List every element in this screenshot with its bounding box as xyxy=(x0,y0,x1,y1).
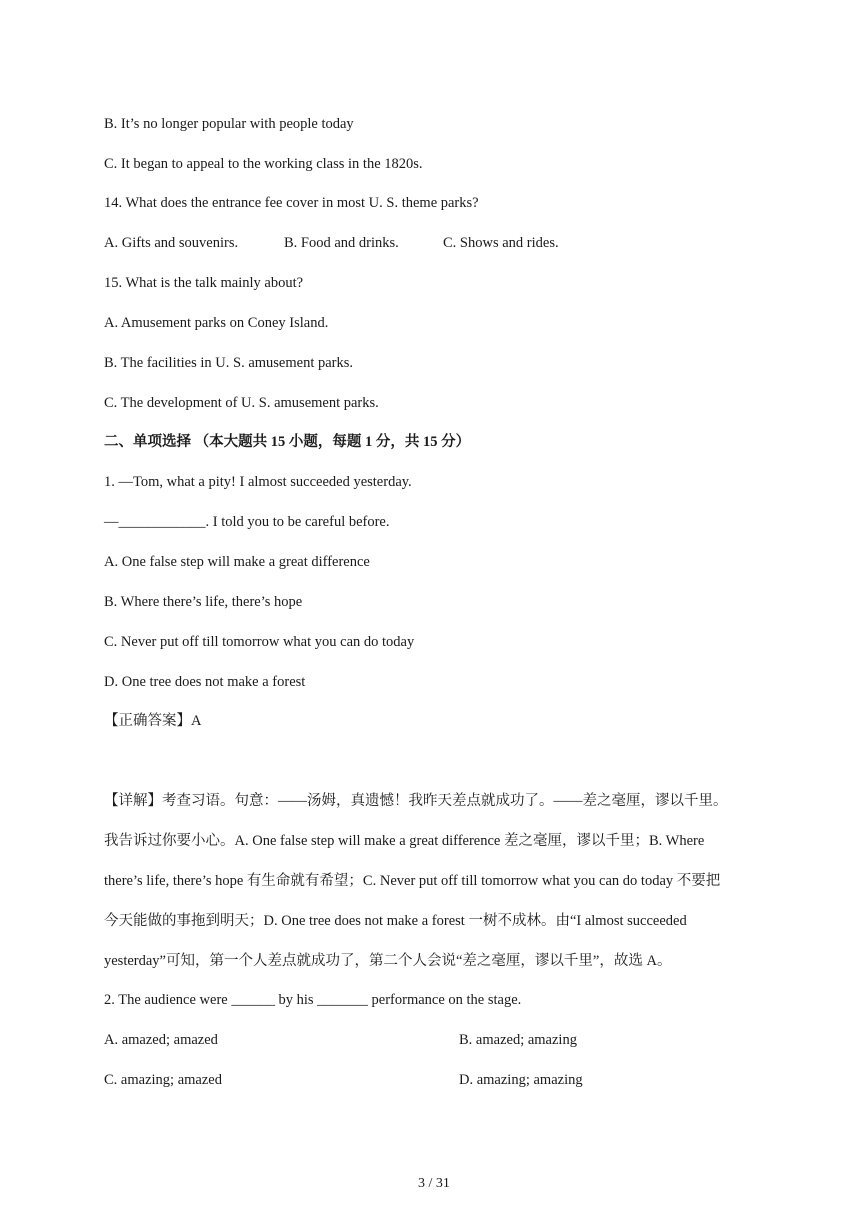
q14-option-a: A. Gifts and souvenirs. xyxy=(104,235,239,251)
s2-option-b: B. amazed; amazing xyxy=(459,1032,577,1048)
s1-correct-answer: 【正确答案】A xyxy=(104,713,202,729)
s2-option-c: C. amazing; amazed xyxy=(104,1072,222,1088)
s1-option-a: A. One false step will make a great difference xyxy=(104,554,370,570)
section-heading: 二、单项选择 （本大题共 15 小题，每题 1 分，共 15 分） xyxy=(104,434,471,450)
q15-option-b: B. The facilities in U. S. amusement parks. xyxy=(104,355,354,371)
s1-explanation-line: there’s life, there’s hope 有生命就有希望；C. Never put off till tomorrow what you can do today 不要把 xyxy=(104,873,721,889)
s1-option-c: C. Never put off till tomorrow what you can do today xyxy=(104,634,415,650)
s1-option-b: B. Where there’s life, there’s hope xyxy=(104,594,303,610)
q14-question: 14. What does the entrance fee cover in most U. S. theme parks? xyxy=(104,195,479,211)
s1-explanation-line: 今天能做的事拖到明天；D. One tree does not make a forest 一树不成林。由“I almost succeeded xyxy=(104,913,687,929)
s1-explanation xyxy=(104,781,766,981)
s1-explanation-line: 【详解】考查习语。句意：——汤姆，真遗憾！我昨天差点就成功了。——差之毫厘，谬以千里。 xyxy=(104,793,728,809)
s1-explanation-line: 我告诉过你要小心。A. One false step will make a great difference 差之毫厘，谬以千里；B. Where xyxy=(104,833,705,849)
q15-question: 15. What is the talk mainly about? xyxy=(104,275,304,291)
q15-option-a: A. Amusement parks on Coney Island. xyxy=(104,315,329,331)
s1-response-blank: —____________. I told you to be careful before. xyxy=(104,514,390,530)
q13-option-c: C. It began to appeal to the working class in the 1820s. xyxy=(104,156,423,172)
s2-option-a: A. amazed; amazed xyxy=(104,1032,218,1048)
s1-explanation-line: yesterday”可知，第一个人差点就成功了，第二个人会说“差之毫厘，谬以千里”，故选 A。 xyxy=(104,953,672,969)
q14-option-c: C. Shows and rides. xyxy=(443,235,559,251)
s1-option-d: D. One tree does not make a forest xyxy=(104,674,306,690)
s2-option-d: D. amazing; amazing xyxy=(459,1072,583,1088)
q15-option-c: C. The development of U. S. amusement parks. xyxy=(104,395,379,411)
page-number: 3 / 31 xyxy=(418,1176,450,1191)
s1-question: 1. —Tom, what a pity! I almost succeeded yesterday. xyxy=(104,474,412,490)
q13-option-b: B. It’s no longer popular with people today xyxy=(104,116,354,132)
s2-question: 2. The audience were ______ by his _______ performance on the stage. xyxy=(104,992,522,1008)
q14-option-b: B. Food and drinks. xyxy=(284,235,399,251)
